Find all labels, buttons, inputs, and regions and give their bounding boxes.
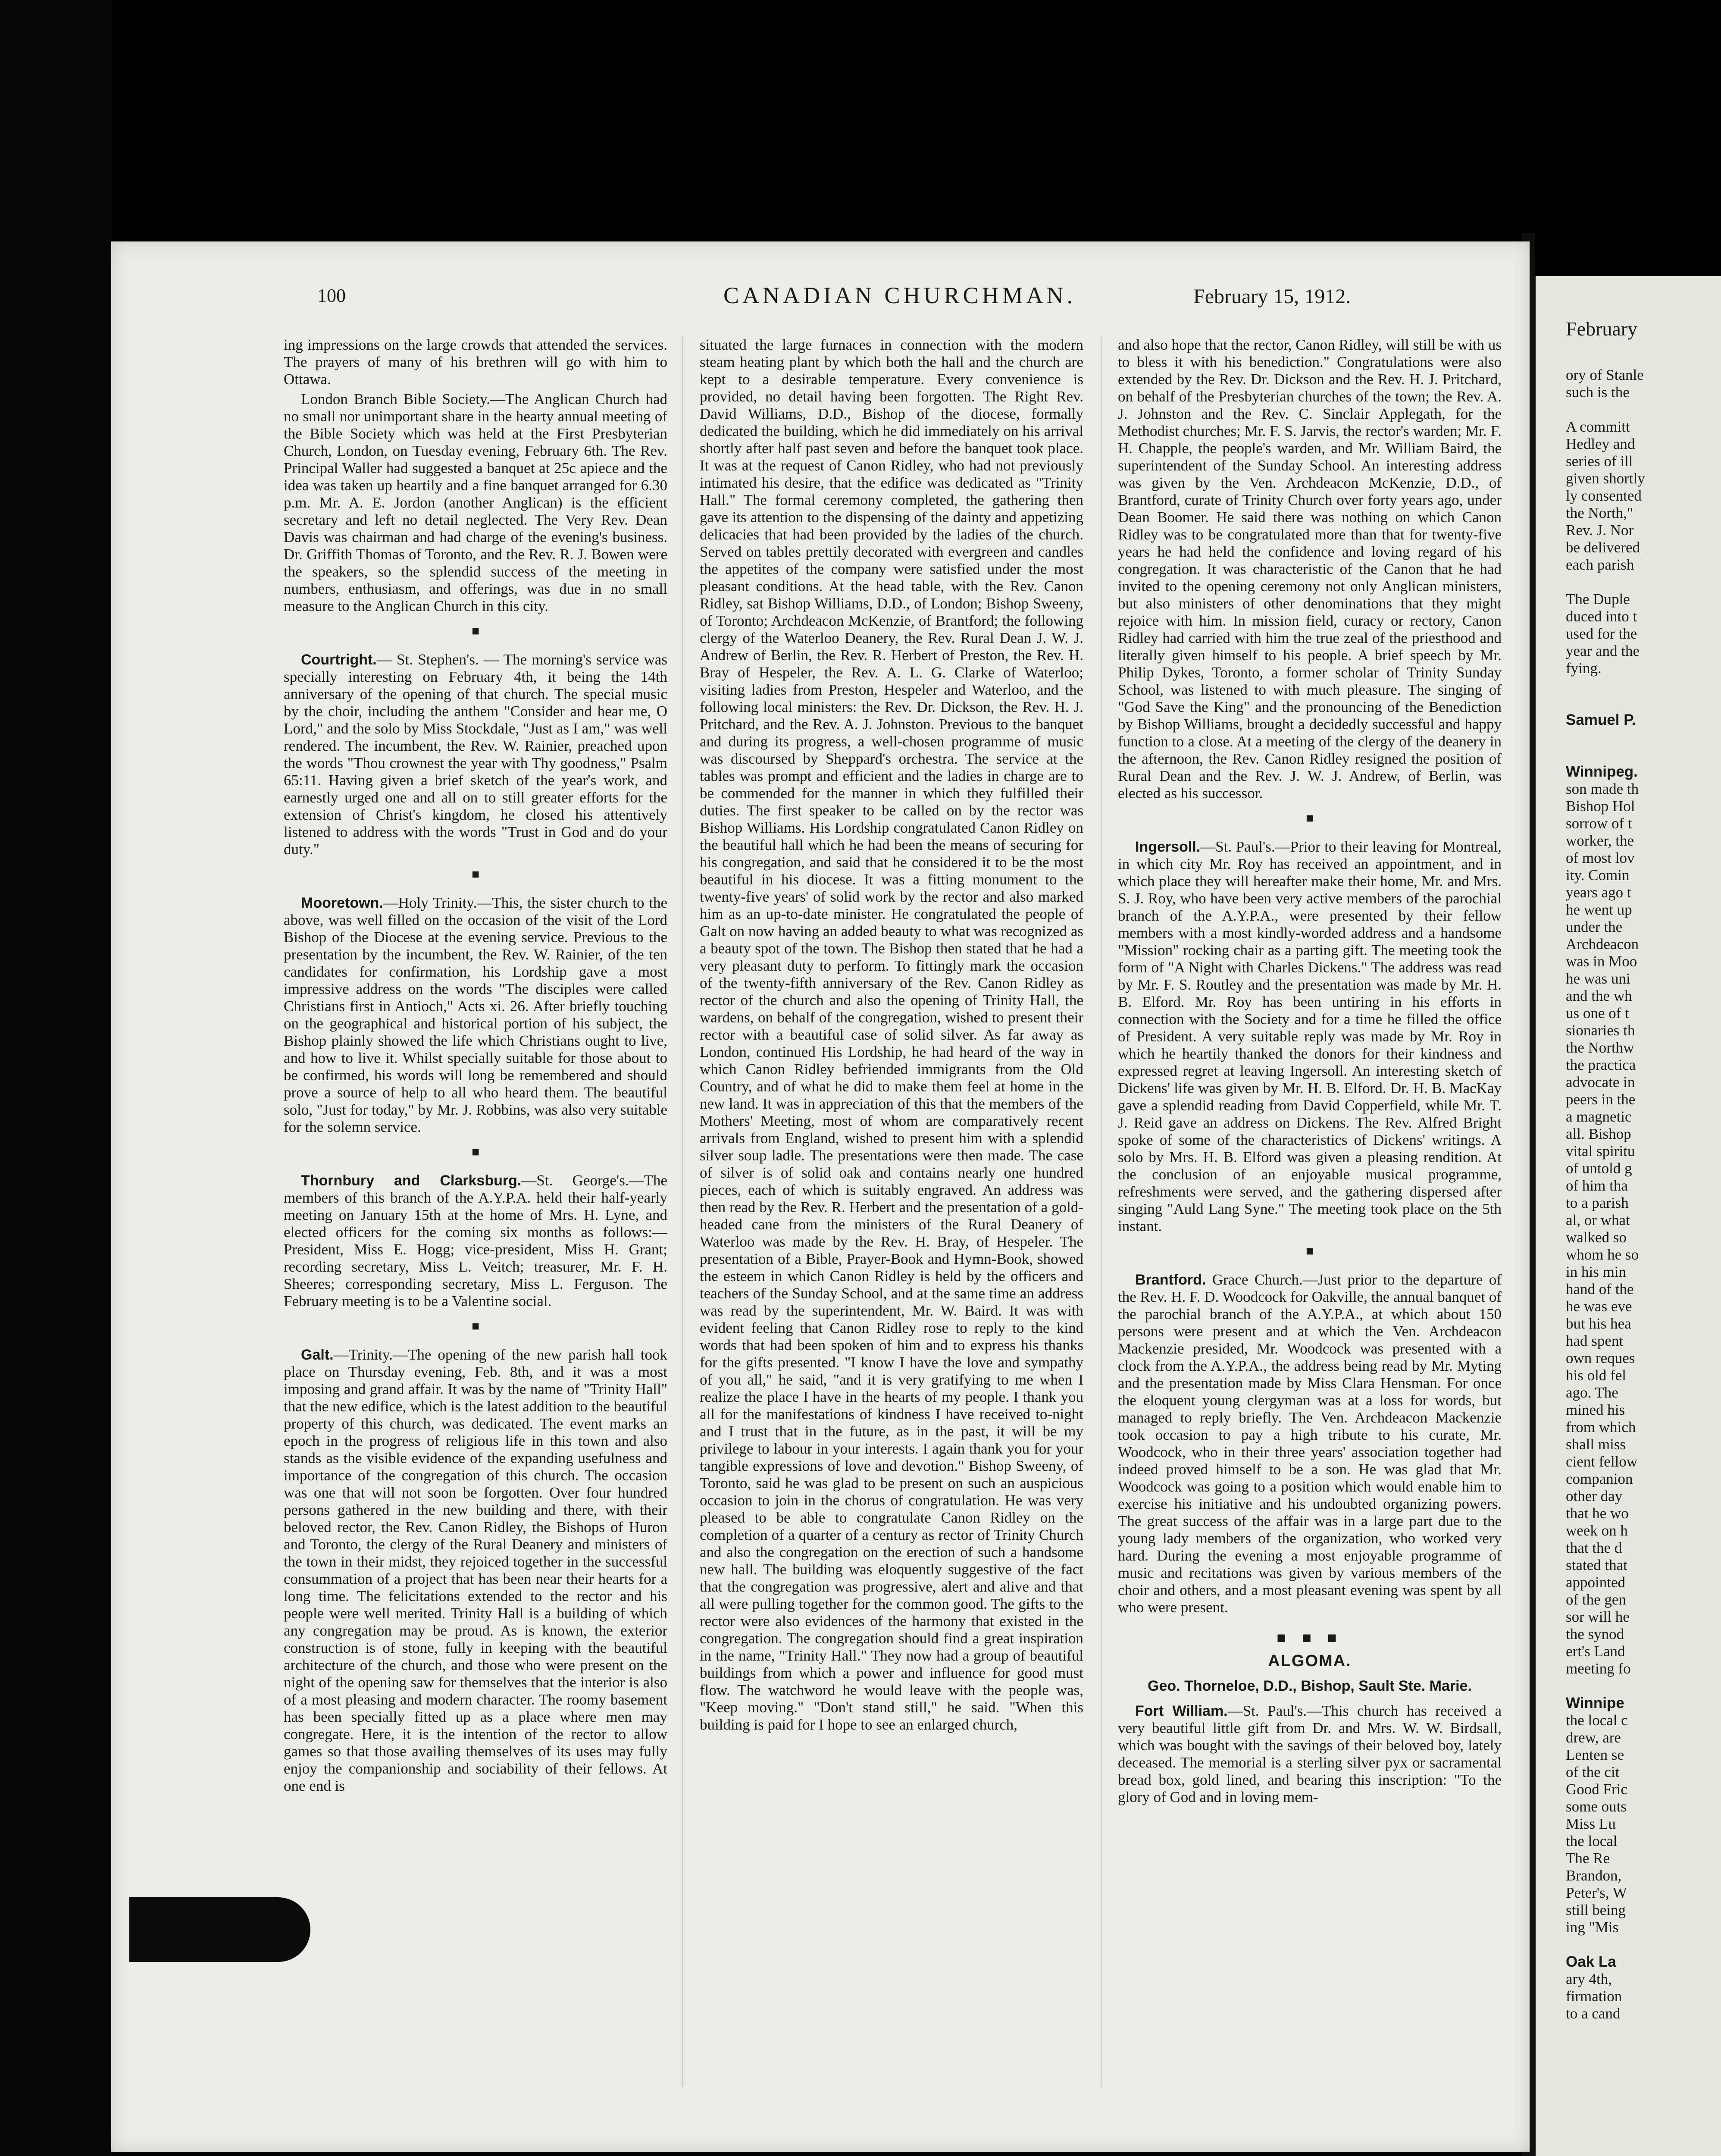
- place-heading: Brantford.: [1135, 1272, 1206, 1288]
- facing-page-line: to a cand: [1566, 2005, 1621, 2022]
- facing-page-line: and the wh: [1566, 987, 1632, 1004]
- facing-page-line: his old fel: [1566, 1367, 1626, 1384]
- facing-page-line: was in Moo: [1566, 953, 1637, 970]
- place-heading: Galt.: [301, 1347, 334, 1363]
- facing-page-line: but his hea: [1566, 1315, 1631, 1332]
- facing-page-line: Oak La: [1566, 1953, 1616, 1970]
- facing-page-line: he was uni: [1566, 970, 1630, 987]
- article-body: —Holy Trinity.—This, the sister church to the above, was well filled on the occasion of the visit of the Lord Bishop of the Diocese at the evening service. Previous to the presentation by the incumbent, the Rev. W. Rainier, of the ten candidates for confirmation, his Lordship gave a most impressive address on the words "The disciples were called Christians first in Antioch," Acts xi. 26. After briefly touching on the geographical and historical portion of his subject, the Bishop plainly showed the life which Christians ought to live, and how to live it. Whilst specially suitable for those about to be confirmed, his words will long be remembered and should prove a source of help to all who heard them. The beautiful solo, "Just for today," by Mr. J. Robbins, was also very suitable for the solemn service.: [284, 894, 667, 1135]
- facing-page-line: Winnipeg.: [1566, 763, 1638, 780]
- facing-page-line: Miss Lu: [1566, 1815, 1616, 1832]
- facing-page-line: a magnetic: [1566, 1108, 1632, 1125]
- facing-page-line: [1566, 746, 1721, 763]
- section-ornament: ■: [471, 1145, 480, 1159]
- facing-page-line: the synod: [1566, 1626, 1624, 1642]
- facing-page-line: all. Bishop: [1566, 1125, 1631, 1142]
- facing-page-line: Bishop Hol: [1566, 798, 1635, 815]
- paragraph: ing impressions on the large crowds that attended the services. The prayers of many of his brethren will go with him to Ottawa.: [284, 336, 667, 388]
- article-courtright: [284, 651, 667, 858]
- section-ornament: ■: [471, 867, 480, 881]
- facing-page-line: [1566, 1936, 1721, 1953]
- facing-page-line: of him tha: [1566, 1177, 1628, 1194]
- facing-page-line: each parish: [1566, 556, 1634, 573]
- facing-page-line: vital spiritu: [1566, 1143, 1635, 1159]
- article-brantford: [1118, 1271, 1502, 1616]
- left-page: [111, 241, 1530, 2152]
- facing-page-line: ory of Stanle: [1566, 367, 1644, 383]
- column-3: [1118, 336, 1502, 1808]
- facing-page-line: walked so: [1566, 1229, 1627, 1246]
- facing-page-line: under the: [1566, 918, 1623, 935]
- facing-page-line: ing "Mis: [1566, 1919, 1619, 1936]
- facing-page-line: A committ: [1566, 418, 1630, 435]
- facing-page-line: years ago t: [1566, 884, 1631, 901]
- article-body: Grace Church.—Just prior to the departure of the Rev. H. F. D. Woodcock for Oakville, the annual banquet of the parochial branch of the A.Y.P.A., at which about 150 persons were present and at which the Ven. Archdeacon Mackenzie presided, Mr. Woodcock was presented with a clock from the A.Y.P.A., the address being read by Mr. Myting and the presentation made by Miss Clara Hensman. For once the eloquent young clergyman was at a loss for words, but managed to reply briefly. The Ven. Archdeacon Mackenzie took occasion to pay a high tribute to his curate, Mr. Woodcock, who in their three years' association together had indeed proved himself to be a son. He was glad that Mr. Woodcock was going to a position which would enable him to exercise his initiative and his undoubted organizing powers. The great success of the affair was in a large part due to the young lady members of the organization, who worked very hard. During the evening a most enjoyable programme of music and recitations was given by various members of the choir and others, and a most pleasant evening was spent by all who were present.: [1118, 1271, 1502, 1616]
- facing-page-line: of the gen: [1566, 1591, 1626, 1608]
- facing-page-line: still being: [1566, 1902, 1626, 1918]
- facing-page-line: in his min: [1566, 1263, 1627, 1280]
- article-body: — St. Stephen's. — The morning's service was specially interesting on February 4th, it being the 14th anniversary of the opening of that church. The special music by the choir, including the anthem "Consider and hear me, O Lord," and the solo by Miss Stockdale, "Just as I am," was well rendered. The incumbent, the Rev. W. Rainier, preached upon the words "Thou crownest the year with Thy goodness," Psalm 65:11. Having given a brief sketch of the year's work, and earnestly urged one and all on to still greater efforts for the extension of Christ's kingdom, he closed his attentively listened to address with the words "Trust in God and do your duty.": [284, 651, 667, 858]
- page-header: [111, 282, 1530, 315]
- facing-page-line: of untold g: [1566, 1160, 1632, 1177]
- facing-page-line: series of ill: [1566, 453, 1633, 470]
- facing-page-line: Peter's, W: [1566, 1884, 1627, 1901]
- facing-page-line: Winnipe: [1566, 1695, 1624, 1711]
- facing-page-line: that he wo: [1566, 1505, 1629, 1522]
- facing-page-line: own reques: [1566, 1350, 1635, 1366]
- facing-page-line: ary 4th,: [1566, 1971, 1612, 1987]
- place-heading: Mooretown.: [301, 895, 383, 911]
- facing-page-line: meeting fo: [1566, 1660, 1631, 1677]
- section-ornament: ■: [1305, 811, 1314, 825]
- facing-page-line: had spent: [1566, 1332, 1624, 1349]
- facing-page-line: some outs: [1566, 1798, 1627, 1815]
- facing-page-line: of most lov: [1566, 849, 1635, 866]
- section-ornament: ■: [471, 1319, 480, 1333]
- facing-page-line: the local: [1566, 1833, 1618, 1849]
- facing-page-line: the local c: [1566, 1712, 1628, 1729]
- facing-page-line: the practica: [1566, 1056, 1636, 1073]
- facing-page-line: drew, are: [1566, 1729, 1621, 1746]
- bishop-line: Geo. Thorneloe, D.D., Bishop, Sault Ste. Marie.: [1148, 1678, 1472, 1694]
- place-heading: Thornbury and Clarksburg.: [301, 1172, 522, 1189]
- facing-page-line: the North,": [1566, 505, 1633, 521]
- article-mooretown: [284, 894, 667, 1136]
- article-body: —St. Paul's.—This church has received a very beautiful little gift from Dr. and Mrs. W. W. Birdsall, which was bought with the savings of their beloved boy, lately deceased. The memorial is a sterling silver pyx or sacramental bread box, gold lined, and bearing this inscription: "To the glory of God and in loving mem-: [1118, 1702, 1502, 1805]
- facing-page-line: duced into t: [1566, 608, 1637, 625]
- facing-page-line: Rev. J. Nor: [1566, 522, 1634, 539]
- facing-page-line: Good Fric: [1566, 1781, 1627, 1798]
- facing-page-line: whom he so: [1566, 1246, 1639, 1263]
- facing-page-line: hand of the: [1566, 1281, 1634, 1297]
- facing-page-line: other day: [1566, 1488, 1623, 1504]
- section-ornament: ■: [1305, 1244, 1314, 1258]
- facing-page-line: [1566, 729, 1721, 746]
- facing-page-line: The Duple: [1566, 591, 1630, 608]
- article-fort-william: [1118, 1702, 1502, 1806]
- column-1: [284, 336, 667, 1797]
- facing-page-line: advocate in: [1566, 1074, 1635, 1091]
- facing-page-date: February: [1566, 318, 1638, 340]
- facing-page-line: week on h: [1566, 1522, 1628, 1539]
- facing-page-line: year and the: [1566, 642, 1640, 659]
- facing-page-line: of the cit: [1566, 1764, 1620, 1780]
- facing-page-line: worker, the: [1566, 832, 1634, 849]
- place-heading: Courtright.: [301, 652, 377, 668]
- facing-page-line: from which: [1566, 1419, 1636, 1435]
- place-heading: Ingersoll.: [1135, 839, 1201, 855]
- facing-page-line: Archdeacon: [1566, 936, 1639, 953]
- facing-page-line: Hedley and: [1566, 436, 1635, 452]
- facing-page-line: [1566, 677, 1721, 694]
- issue-date: February 15, 1912.: [1193, 285, 1351, 308]
- facing-page-line: ity. Comin: [1566, 867, 1630, 884]
- article-body: —St. Paul's.—Prior to their leaving for Montreal, in which city Mr. Roy has received an appointment, and in which place they will hereafter make their home, Mr. and Mrs. S. J. Roy, who have been very active members of the parochial branch of the A.Y.P.A., were presented by their fellow members with a most kindly-worded address and a handsome "Mission" rocking chair as a parting gift. The meeting took the form of "A Night with Charles Dickens." The address was read by Mr. F. S. Routley and the presentation was made by Mr. H. B. Elford. Mr. Roy has been untiring in his efforts in connection with the Society and for a time he filled the office of President. A very suitable reply was made by Mr. Roy in which he heartily thanked the donors for their kindness and expressed regret at leaving Ingersoll. An interesting sketch of Dickens' life was given by Mr. H. B. Elford. Dr. H. B. MacKay gave a splendid reading from David Copperfield, while Mr. T. J. Reid gave an address on Dickens. The Rev. Alfred Bright spoke of some of the characteristics of Dickens' writings. A solo by Mrs. H. B. Elford was given a pleasing rendition. At the conclusion of an enjoyable musical programme, refreshments were served, and the gathering dispersed after singing "Auld Lang Syne." The meeting took place on the 5th instant.: [1118, 838, 1502, 1235]
- facing-page-column: [1566, 367, 1721, 2022]
- paragraph-galt-continued: situated the large furnaces in connection with the modern steam heating plant by which both the hall and the church are kept to a desirable temperature. Every convenience is provided, no detail having been forgotten. The Right Rev. David Williams, D.D., Bishop of the diocese, formally dedicated the building, which he did immediately on his arrival shortly after half past seven and before the banquet took place. It was at the request of Canon Ridley, who had not previously intimated his desire, that the edifice was dedicated as "Trinity Hall." The formal ceremony completed, the gathering then gave its attention to the dispensing of the dainty and appetizing delicacies that had been provided by the ladies of the church. Served on tables prettily decorated with evergreen and candles the appetites of the company were satisfied under the most pleasant conditions. At the head table, with the Rev. Canon Ridley, sat Bishop Williams, D.D., of London; Bishop Sweeny, of Toronto; Archdeacon McKenzie, of Brantford; the following clergy of the Waterloo Deanery, the Rev. Rural Dean J. W. J. Andrew of Berlin, the Rev. R. Herbert of Preston, the Rev. H. Bray of Hespeler, the Rev. A. L. G. Clarke of Waterloo; visiting ladies from Preston, Hespeler and Waterloo, and the following local ministers: the Rev. Dr. Dickson, the Rev. H. J. Pritchard, and the Rev. A. J. Johnston. Previous to the banquet and during its progress, a well-chosen programme of music was discoursed by Sheppard's orchestra. The service at the tables was prompt and efficient and the ladies in charge are to be commended for the manner in which they fulfilled their duties. The first speaker to be called on by the rector was Bishop Williams. His Lordship congratulated Canon Ridley on the beautiful hall which he had been the means of securing for his congregation, and said that he considered it to be the most beautiful in his diocese. It was a fitting monument to the twenty-five years' of solid work by the rector and also marked him as an up-to-date minister. He congratulated the people of Galt on now having an added beauty to what was recognized as a beauty spot of the town. The Bishop then stated that he had a very pleasant duty to perform. To fittingly mark the occasion of the twenty-fifth anniversary of the Rev. Canon Ridley as rector of the church and also the opening of Trinity Hall, the wardens, on behalf of the congregation, wished to present their rector with a beautiful case of solid silver. As far away as London, continued His Lordship, he had heard of the way in which Canon Ridley befriended immigrants from the Old Country, and of what he did to make them feel at home in the new land. It was in appreciation of this that the members of the Mothers' Meeting, most of whom are comparatively recent arrivals from England, wished to present him with a splendid silver soup ladle. The presentations were then made. The case of silver is of solid oak and contains nearly one hundred pieces, each of which is suitably engraved. An address was then read by the Rev. R. Herbert and the presentation of a gold-headed cane from the ministers of the Rural Deanery of Waterloo was made by the Rev. H. Bray, of Hespeler. The presentation of a Bible, Prayer-Book and Hymn-Book, showed the esteem in which Canon Ridley is held by the officers and teachers of the Sunday School, and at the same time an address was read by the superintendent, Mr. W. Baird. It was with evident feeling that Canon Ridley rose to reply to the kind words that had been spoken of him and to express his thanks for the gifts presented. "I know I have the love and sympathy of you all," he said, "and it is very gratifying to me when I realize the place I have in the hearts of my people. I thank you all for the manifestations of kindness I have received to-night and I trust that in the future, as in the past, it will be my privilege to labour in your interests. I again thank you for your tangible expressions of love and devotion." Bishop Sweeny, of Toronto, said he was glad to be present on such an auspicious occasion to join in the chorus of congratulation. He was very pleased to be able to congratulate Canon Ridley on the completion of a quarter of a century as rector of Trinity Church and also the congregation on the erection of such a handsome new hall. The building was eloquently suggestive of the fact that the congregation was progressive, alert and alive and that all were pulling together for the common good. The gifts to the rector were also evidences of the harmony that existed in the congregation. The congregation should find a great inspiration in the name, "Trinity Hall." They now had a group of beautiful buildings from which a power and influence for good must flow. The watchword he would leave with the people was, "Keep moving." "Don't stand still," he said. "When this building is paid for I hope to see an enlarged church,: [700, 336, 1083, 1733]
- facing-page-line: used for the: [1566, 625, 1637, 642]
- diocese-heading: ALGOMA.: [1268, 1652, 1352, 1670]
- facing-page-line: Lenten se: [1566, 1746, 1624, 1763]
- scanner-thumb: [129, 1897, 310, 1962]
- facing-page-line: us one of t: [1566, 1005, 1629, 1022]
- facing-page-line: Brandon,: [1566, 1867, 1622, 1884]
- facing-page-line: be delivered: [1566, 539, 1640, 556]
- column-rule: [682, 336, 683, 2087]
- facing-page-line: ago. The: [1566, 1384, 1618, 1401]
- section-ornament-triple: ■ ■ ■: [1277, 1629, 1343, 1646]
- article-thornbury: [284, 1172, 667, 1310]
- paragraph-london: London Branch Bible Society.—The Anglican Church had no small nor unimportant share in the hearty annual meeting of the Bible Society which was held at the First Presbyterian Church, London, on Tuesday evening, February 6th. The Rev. Principal Waller had suggested a banquet at 25c apiece and the idea was taken up heartily and a fine banquet arranged for 6.30 p.m. Mr. A. E. Jordon (another Anglican) is the efficient secretary and left no detail neglected. The Very Rev. Dean Davis was chairman and had charge of the evening's business. Dr. Griffith Thomas of Toronto, and the Rev. R. J. Bowen were the speakers, so the splendid success of the meeting in numbers, enthusiasm, and offerings, was due in no small measure to the Anglican Church in this city.: [284, 391, 667, 614]
- facing-page-line: to a parish: [1566, 1194, 1629, 1211]
- place-heading: Fort William.: [1135, 1703, 1228, 1719]
- article-body: —St. George's.—The members of this branch of the A.Y.P.A. held their half-yearly meeting on January 15th at the home of Mrs. H. Lyne, and elected officers for the coming six months as follows:—President, Miss E. Hogg; vice-president, Miss H. Grant; recording secretary, Miss L. Veitch; treasurer, Mr. F. H. Sheeres; corresponding secretary, Miss L. Ferguson. The February meeting is to be a Valentine social.: [284, 1172, 668, 1310]
- facing-page-line: the Northw: [1566, 1039, 1634, 1056]
- article-ingersoll: [1118, 838, 1502, 1235]
- facing-page-line: shall miss: [1566, 1436, 1626, 1453]
- facing-page-line: Samuel P.: [1566, 711, 1636, 728]
- facing-page-line: that the d: [1566, 1539, 1622, 1556]
- section-ornament: ■: [471, 624, 480, 638]
- masthead-title: CANADIAN CHURCHMAN.: [723, 282, 1076, 308]
- column-2: [700, 336, 1083, 1736]
- facing-page-line: he went up: [1566, 901, 1632, 918]
- facing-page-line: mined his: [1566, 1401, 1625, 1418]
- facing-page-line: [1566, 401, 1721, 418]
- facing-page-line: [1566, 1677, 1721, 1695]
- facing-page-line: The Re: [1566, 1850, 1610, 1867]
- facing-page-line: [1566, 694, 1721, 711]
- facing-page: [1530, 276, 1721, 2156]
- paragraph-galt-conclusion: and also hope that the rector, Canon Ridley, will still be with us to bless it with his benediction." Congratulations were also extended by the Rev. Dr. Dickson and the Rev. H. J. Pritchard, on behalf of the Presbyterian churches of the town; the Rev. A. J. Johnston and the Rev. C. Sinclair Applegath, for the Methodist churches; Mr. F. S. Jarvis, the rector's warden; Mr. F. H. Chapple, the people's warden, and Mr. William Baird, the superintendent of the Sunday School. An interesting address was given by the Ven. Archdeacon McKenzie, D.D., of Brantford, curate of Trinity Church over forty years ago, under Dean Boomer. He said there was nothing on which Canon Ridley was to be congratulated more than that for twenty-five years he had held the confidence and loving regard of his congregation. It was characteristic of the Canon that he had invited to the opening ceremony not only Anglican ministers, but also ministers of other denominations that they might rejoice with him. In mission field, curacy or rectory, Canon Ridley had carried with him the true zeal of the priesthood and literally given himself to his people. A brief speech by Mr. Philip Dykes, Toronto, a former scholar of Trinity Sunday School, was listened to with much pleasure. The singing of "God Save the King" and the pronouncing of the Benediction by Bishop Williams, brought a decidedly successful and happy function to a close. At a meeting of the clergy of the deanery in the afternoon, the Rev. Canon Ridley resigned the position of Rural Dean and the Rev. J. W. J. Andrew, of Berlin, was elected as his successor.: [1118, 336, 1502, 802]
- facing-page-line: son made th: [1566, 780, 1639, 797]
- facing-page-line: ert's Land: [1566, 1643, 1625, 1660]
- facing-page-line: stated that: [1566, 1557, 1627, 1573]
- page-number: 100: [317, 285, 346, 306]
- facing-page-line: fying.: [1566, 660, 1602, 677]
- facing-page-line: sionaries th: [1566, 1022, 1635, 1039]
- facing-page-line: sor will he: [1566, 1608, 1630, 1625]
- facing-page-line: companion: [1566, 1470, 1633, 1487]
- scan-left-margin: [0, 0, 112, 2156]
- facing-page-line: cient fellow: [1566, 1453, 1638, 1470]
- facing-page-line: sorrow of t: [1566, 815, 1632, 832]
- facing-page-line: he was eve: [1566, 1298, 1632, 1315]
- article-galt: [284, 1346, 667, 1795]
- facing-page-line: appointed: [1566, 1574, 1626, 1591]
- facing-page-line: ly consented: [1566, 487, 1642, 504]
- facing-page-line: such is the: [1566, 384, 1630, 401]
- facing-page-line: al, or what: [1566, 1212, 1630, 1228]
- facing-page-line: given shortly: [1566, 470, 1645, 487]
- facing-page-line: [1566, 573, 1721, 591]
- facing-page-line: peers in the: [1566, 1091, 1636, 1108]
- facing-page-line: firmation: [1566, 1988, 1622, 2005]
- article-body: —Trinity.—The opening of the new parish hall took place on Thursday evening, Feb. 8th, and it was a most imposing and grand affair. It was by the name of "Trinity Hall" that the new edifice, which is the latest addition to the beautiful property of this church, was dedicated. The event marks an epoch in the progress of religious life in this town and also stands as the visible evidence of the expanding usefulness and importance of the congregation of this church. The occasion was one that will not soon be forgotten. Over four hundred persons gathered in the new building and there, with their beloved rector, the Rev. Canon Ridley, the Bishops of Huron and Toronto, the clergy of the Rural Deanery and ministers of the town in their midst, they rejoiced together in the successful consummation of a project that has been near their hearts for a long time. The felicitations extended to the rector and his people were well merited. Trinity Hall is a building of which any congregation may be proud. As is known, the exterior construction is of stone, fully in keeping with the beautiful architecture of the church, and those who were present on the night of the opening saw for themselves that the interior is also of a most pleasing and modern character. The roomy basement has been specially fitted up as a place where men may congregate. Here, it is the intention of the rector to allow games so that those availing themselves of its uses may fully enjoy the companionship and sociability of their fellows. At one end is: [284, 1346, 667, 1794]
